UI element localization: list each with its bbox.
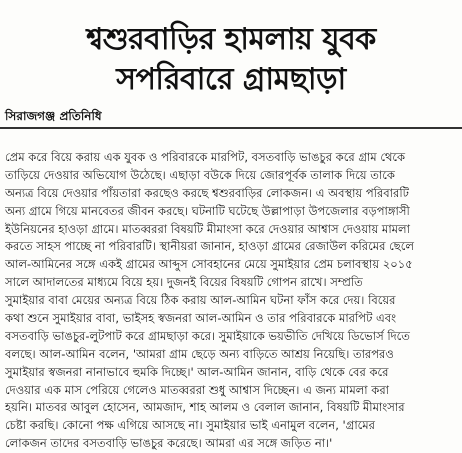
article-line: লোকজন তাদের বসতবাড়ি ভাঙচুর করেছে। আমরা এর সঙ্গে জড়িত না।' <box>5 436 333 451</box>
article-line: সালে আদালতের মাধ্যমে বিয়ে হয়। দুজনই বিয়ের বিষয়টি গোপন রাখে। সম্প্রতি <box>5 275 363 290</box>
byline: সিরাজগঞ্জ প্রতিনিধি <box>5 109 102 123</box>
article-line: চেষ্টা করছি। কোনো পক্ষ এগিয়ে আসছে না। সুমাইয়ার ভাই এনামুল বলেন, 'গ্রামের <box>5 418 376 433</box>
headline-line-2: সপরিবারে গ্রামছাড়া <box>116 62 346 97</box>
article-line: সুমাইয়ার বাবা মেয়ের অন্যত্র বিয়ে ঠিক করায় আল-আমিন ঘটনা ফাঁস করে দেয়। বিয়ের <box>5 293 396 308</box>
article-line: ইউনিয়নের হাওড়া গ্রামে। মাতব্বররা বিষয়টি মীমাংসা করে দেওয়ার আশ্বাস দেওয়ায় মামলা <box>5 221 410 236</box>
article-line: অন্য গ্রামে গিয়ে মানবেতর জীবন করছে। ঘটনাটি ঘটেছে উল্লাপাড়া উপজেলার বড়পাঙ্গাসী <box>5 203 410 218</box>
headline-line-1: শ্বশুরবাড়ির হামলায় যুবক <box>86 22 376 57</box>
article-line: আল-আমিনের সঙ্গে একই গ্রামের আব্দুস সোবহানের মেয়ে সুমাইয়ার প্রেম চলাবস্থায় ২০১৫ <box>5 257 413 272</box>
divider <box>0 127 462 129</box>
article-line: করতে সাহস পাচ্ছে না পরিবারটি। স্থানীয়রা জানান, হাওড়া গ্রামের রেজাউল করিমের ছেলে <box>5 239 414 254</box>
article-line: সুমাইয়ার স্বজনরা নানাভাবে হুমকি দিচ্ছে।' আল-আমিন জানান, বাড়ি থেকে বের করে <box>5 364 389 379</box>
article-line: দেওয়ার এক মাস পেরিয়ে গেলেও মাতব্বররা শুধু আশ্বাস দিচ্ছেন। এ জন্য মামলা করা <box>5 382 389 397</box>
article-body <box>5 149 457 453</box>
article-line: বসতবাড়ি ভাঙচুর-লুটপাট করে গ্রামছাড়া করে। সুমাইয়াকে ভয়ভীতি দেখিয়ে ডিভোর্স দিতে <box>5 328 410 343</box>
article-line: হয়নি। মাতবর আবুল হোসেন, আমজাদ, শাহ আলম ও বেলাল জানান, বিষয়টি মীমাংসার <box>5 400 405 415</box>
article-line: প্রেম করে বিয়ে করায় এক যুবক ও পরিবারকে মারপিট, বসতবাড়ি ভাঙচুর করে গ্রাম থেকে <box>5 150 406 164</box>
article-line: তাড়িয়ে দেওয়ার অভিযোগ উঠেছে। এছাড়া বউকে দিয়ে জোরপূর্বক তালাক দিয়ে তাকে <box>5 167 395 182</box>
headline <box>0 20 462 100</box>
article-line: বলছে। আল-আমিন বলেন, 'আমরা গ্রাম ছেড়ে অন্য বাড়িতে আশ্রয় নিয়েছি। তারপরও <box>5 346 394 361</box>
article-line: কথা শুনে সুমাইয়ার বাবা, ভাইসহ স্বজনরা আল-আমিন ও তার পরিবারকে মারপিট এবং <box>5 311 397 326</box>
article-line: অন্যত্র বিয়ে দেওয়ার পাঁয়তারা করছেও করছে শ্বশুরবাড়ির লোকজন। এ অবস্থায় পরিবারটি <box>5 185 409 200</box>
